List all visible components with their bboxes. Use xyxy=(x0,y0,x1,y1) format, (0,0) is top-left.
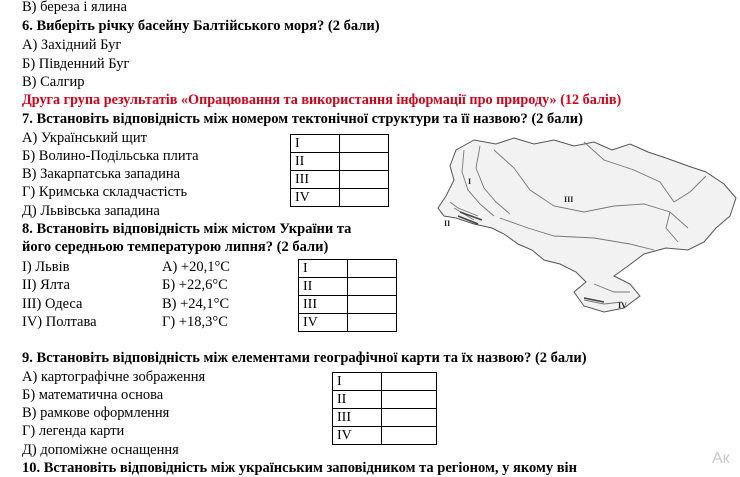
row-label: І xyxy=(299,260,348,278)
map-label: III xyxy=(564,195,574,204)
row-label: IV xyxy=(291,189,340,207)
question-6: 6. Виберіть річку басейну Балтійського моря? (2 бали) xyxy=(22,18,380,34)
answer-cell[interactable] xyxy=(382,409,437,427)
city-option: І) Львів xyxy=(22,259,70,275)
row-label: ІІ xyxy=(333,391,382,409)
row-label: ІІ xyxy=(291,153,340,171)
answer-cell[interactable] xyxy=(348,260,397,278)
question-8: 8. Встановіть відповідність між містом України та xyxy=(22,221,352,237)
answer-option: В) Закарпатська западина xyxy=(22,166,181,182)
answer-cell[interactable] xyxy=(348,296,397,314)
row-label: IV xyxy=(333,427,382,445)
watermark: Ак xyxy=(712,450,730,467)
temperature-option: Б) +22,6°С xyxy=(162,277,228,293)
answer-option: Д) допоміжне оснащення xyxy=(22,442,179,458)
answer-table-7 xyxy=(290,134,389,207)
answer-option: Г) легенда карти xyxy=(22,423,125,439)
map-label: II xyxy=(444,219,451,228)
answer-option: А) Український щит xyxy=(22,130,147,146)
temperature-option: Г) +18,3°С xyxy=(162,314,228,330)
answer-option: Б) Волино-Подільська плита xyxy=(22,148,199,164)
temperature-option: А) +20,1°С xyxy=(162,259,230,275)
answer-table-8 xyxy=(298,259,397,332)
row-label: ІІІ xyxy=(291,171,340,189)
row-label: І xyxy=(333,373,382,391)
city-option: IV) Полтава xyxy=(22,314,97,330)
answer-cell[interactable] xyxy=(340,189,389,207)
answer-cell[interactable] xyxy=(348,278,397,296)
answer-option: В) Салгир xyxy=(22,74,85,90)
answer-cell[interactable] xyxy=(340,171,389,189)
answer-table-9 xyxy=(332,372,437,445)
section-heading: Друга група результатів «Опрацювання та використання інформації про природу» (12 балів) xyxy=(22,92,622,108)
row-label: І xyxy=(291,135,340,153)
map-outline xyxy=(438,138,736,312)
row-label: ІІІ xyxy=(333,409,382,427)
temperature-option: В) +24,1°С xyxy=(162,296,230,312)
answer-cell[interactable] xyxy=(382,391,437,409)
city-option: ІІ) Ялта xyxy=(22,277,70,293)
row-label: ІІІ xyxy=(299,296,348,314)
answer-cell[interactable] xyxy=(340,135,389,153)
tectonic-map xyxy=(434,132,740,320)
answer-option: А) Західний Буг xyxy=(22,37,122,53)
answer-cell[interactable] xyxy=(340,153,389,171)
row-label: ІІ xyxy=(299,278,348,296)
city-option: ІІІ) Одеса xyxy=(22,296,83,312)
answer-cell[interactable] xyxy=(382,373,437,391)
question-8: його середньою температурою липня? (2 бали) xyxy=(22,239,329,255)
map-label: IV xyxy=(618,301,627,310)
map-label: I xyxy=(468,177,472,186)
answer-cell[interactable] xyxy=(348,314,397,332)
answer-option: А) картографічне зображення xyxy=(22,369,206,385)
question-9: 9. Встановіть відповідність між елементами географічної карти та їх назвою? (2 бали) xyxy=(22,350,587,366)
answer-option: В) береза і ялина xyxy=(22,0,127,15)
answer-option: В) рамкове оформлення xyxy=(22,405,170,421)
answer-option: Г) Кримська складчастість xyxy=(22,184,188,200)
answer-option: Д) Львівська западина xyxy=(22,203,160,219)
row-label: IV xyxy=(299,314,348,332)
question-7: 7. Встановіть відповідність між номером тектонічної структури та її назвою? (2 бали) xyxy=(22,111,583,127)
answer-option: Б) Південний Буг xyxy=(22,56,130,72)
question-10: 10. Встановіть відповідність між українським заповідником та регіоном, у якому він xyxy=(22,460,577,476)
answer-cell[interactable] xyxy=(382,427,437,445)
answer-option: Б) математична основа xyxy=(22,387,164,403)
